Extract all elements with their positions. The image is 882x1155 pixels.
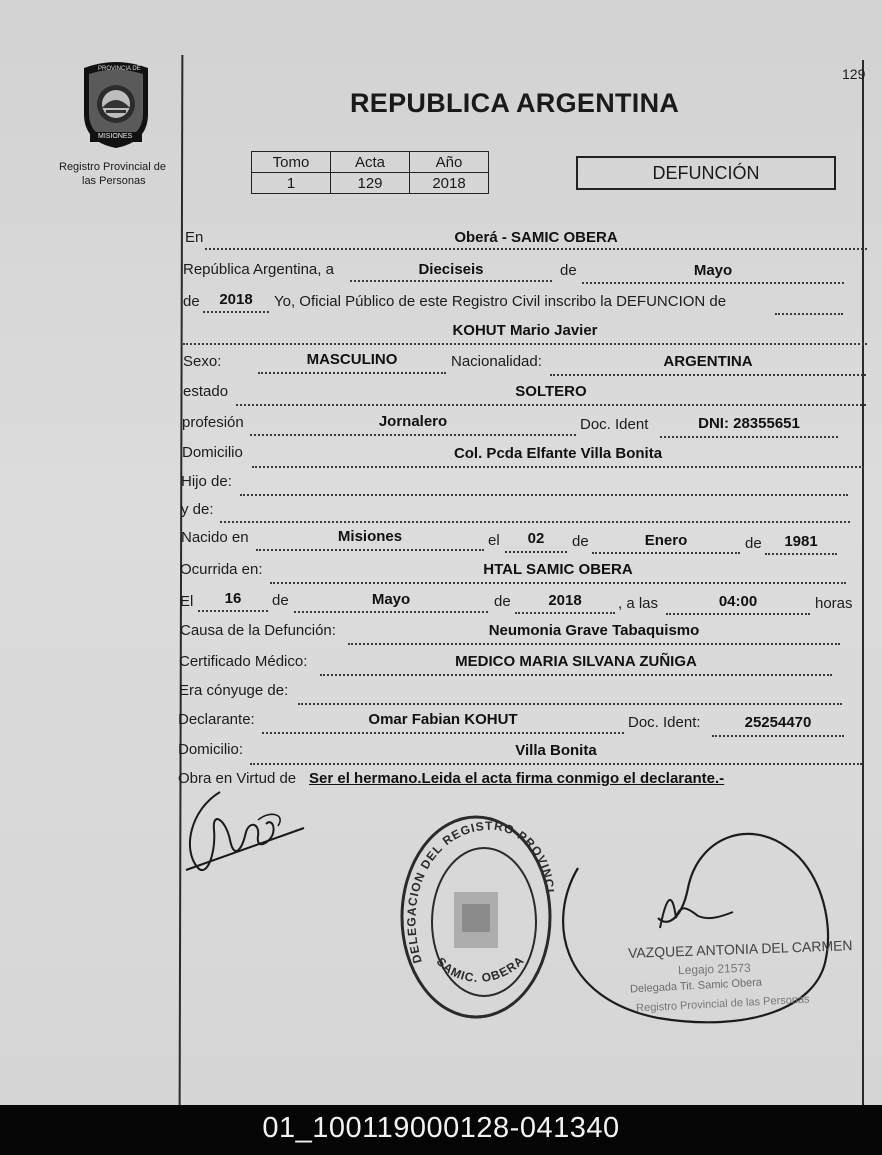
alas-label: , a las bbox=[618, 595, 659, 612]
declarante-value: Omar Fabian KOHUT bbox=[368, 711, 518, 728]
declarante-line bbox=[262, 732, 624, 734]
nacionalidad-value: ARGENTINA bbox=[663, 353, 753, 370]
doc-label: Doc. Ident bbox=[580, 416, 649, 433]
declarante-label: Declarante: bbox=[178, 711, 255, 728]
declarant-signature bbox=[180, 780, 310, 880]
conyuge-line bbox=[298, 703, 842, 705]
en-label: En bbox=[185, 229, 204, 246]
horas-label: horas bbox=[815, 595, 853, 612]
estado-line bbox=[236, 404, 866, 406]
doc2-label: Doc. Ident: bbox=[628, 714, 701, 731]
muerte-anio-line bbox=[515, 612, 615, 614]
official-name: VAZQUEZ ANTONIA DEL CARMEN bbox=[627, 937, 853, 961]
day-line bbox=[350, 280, 552, 282]
logo-text-bottom: MISIONES bbox=[98, 133, 133, 140]
muerte-dia-line bbox=[198, 610, 268, 612]
obra-label: Obra en Virtud de bbox=[178, 770, 297, 787]
el-label: el bbox=[488, 532, 500, 549]
de6-label: de bbox=[494, 593, 511, 610]
nacido-lugar-line bbox=[256, 549, 484, 551]
left-margin-line bbox=[179, 55, 184, 1105]
province-seal-logo bbox=[76, 62, 156, 150]
document-code: 01_100119000128-041340 bbox=[262, 1112, 620, 1144]
footer-bar bbox=[0, 1105, 882, 1155]
domicilio-value: Col. Pcda Elfante Villa Bonita bbox=[453, 445, 663, 462]
year-value: 2018 bbox=[219, 291, 253, 308]
muerte-hora: 04:00 bbox=[718, 593, 758, 610]
muerte-mes-line bbox=[294, 611, 488, 613]
yde-label: y de: bbox=[181, 501, 214, 518]
sexo-value: MASCULINO bbox=[306, 351, 398, 368]
page-number: 129 bbox=[842, 66, 866, 82]
record-table bbox=[251, 151, 489, 194]
month-value: Mayo bbox=[693, 262, 733, 279]
hijo-line bbox=[240, 494, 848, 496]
doc-line bbox=[660, 436, 838, 438]
deceased-name: KOHUT Mario Javier bbox=[452, 322, 598, 339]
table-header-anio: Año bbox=[410, 152, 489, 173]
table-value-acta: 129 bbox=[331, 173, 410, 194]
table-value-anio: 2018 bbox=[410, 173, 489, 194]
nacido-mes: Enero bbox=[644, 532, 688, 549]
doc-value: DNI: 28355651 bbox=[698, 415, 800, 432]
en-line bbox=[205, 248, 867, 250]
de5-label: de bbox=[272, 592, 289, 609]
month-line bbox=[582, 282, 844, 284]
document-type-box: DEFUNCIÓN bbox=[576, 156, 836, 190]
domicilio-line bbox=[252, 466, 864, 468]
logo-text-top: PROVINCIA DE bbox=[98, 66, 141, 72]
inscription-text: Yo, Oficial Público de este Registro Civil inscribo la DEFUNCION de bbox=[274, 293, 727, 310]
nacido-anio: 1981 bbox=[784, 533, 818, 550]
obra-value: Ser el hermano.Leida el acta firma conmigo el declarante.- bbox=[309, 770, 725, 787]
de4-label: de bbox=[745, 535, 762, 552]
stamp-text-bottom: SAMIC. OBERA bbox=[433, 953, 528, 985]
right-margin-line bbox=[862, 60, 864, 1105]
muerte-anio: 2018 bbox=[548, 592, 582, 609]
stamp-text-top: DELEGACION DEL REGISTRO PROVINCI bbox=[404, 818, 556, 965]
nacido-label: Nacido en bbox=[181, 529, 249, 546]
sexo-line bbox=[258, 372, 446, 374]
domicilio-label: Domicilio bbox=[182, 444, 243, 461]
page-title: REPUBLICA ARGENTINA bbox=[350, 88, 680, 118]
certificado-value: MEDICO MARIA SILVANA ZUÑIGA bbox=[455, 653, 697, 670]
estado-value: SOLTERO bbox=[515, 383, 587, 400]
nacido-dia: 02 bbox=[527, 530, 545, 547]
nacido-lugar: Misiones bbox=[337, 528, 403, 545]
nacionalidad-label: Nacionalidad: bbox=[451, 353, 542, 370]
muerte-dia: 16 bbox=[224, 590, 242, 607]
table-header-acta: Acta bbox=[331, 152, 410, 173]
official-line4: Registro Provincial de las Personas bbox=[635, 993, 810, 1015]
ocurrida-label: Ocurrida en: bbox=[180, 561, 263, 578]
registry-label-line2: las Personas bbox=[82, 175, 146, 187]
certificado-label: Certificado Médico: bbox=[179, 653, 308, 670]
doc2-line bbox=[712, 735, 844, 737]
de-label: de bbox=[560, 262, 577, 279]
table-header-tomo: Tomo bbox=[252, 152, 331, 173]
official-stamp bbox=[396, 812, 556, 1030]
causa-label: Causa de la Defunción: bbox=[180, 622, 336, 639]
sexo-label: Sexo: bbox=[183, 353, 222, 370]
svg-text:SAMIC. OBERA bbox=[434, 953, 527, 985]
el2-label: El bbox=[180, 593, 194, 610]
republica-label: República Argentina, a bbox=[183, 261, 334, 278]
year-line bbox=[203, 311, 269, 313]
en-value: Oberá - SAMIC OBERA bbox=[454, 229, 618, 246]
de3-label: de bbox=[572, 533, 589, 550]
causa-value: Neumonia Grave Tabaquismo bbox=[488, 622, 700, 639]
domicilio2-label: Domicilio: bbox=[178, 741, 244, 758]
profesion-label: profesión bbox=[182, 414, 244, 431]
profesion-line bbox=[250, 434, 576, 436]
certificado-line bbox=[320, 674, 832, 676]
official-legajo: Legajo 21573 bbox=[677, 960, 751, 978]
estado-label: estado bbox=[183, 383, 229, 400]
table-value-tomo: 1 bbox=[252, 173, 331, 194]
profesion-value: Jornalero bbox=[378, 413, 448, 430]
muerte-mes: Mayo bbox=[371, 591, 411, 608]
name-line bbox=[183, 343, 867, 345]
muerte-hora-line bbox=[666, 613, 810, 615]
nacionalidad-line bbox=[550, 374, 866, 376]
domicilio2-line bbox=[250, 763, 862, 765]
registry-label-line1: Registro Provincial de bbox=[59, 161, 166, 173]
official-line3: Delegada Tit. Samic Obera bbox=[629, 976, 763, 996]
ocurrida-line bbox=[270, 582, 846, 584]
causa-line bbox=[348, 643, 840, 645]
domicilio2-value: Villa Bonita bbox=[515, 742, 597, 759]
doc2-value: 25254470 bbox=[744, 714, 812, 731]
nacido-anio-line bbox=[765, 553, 837, 555]
yde-line bbox=[220, 521, 850, 523]
de2-label: de bbox=[183, 293, 200, 310]
conyuge-label: Era cónyuge de: bbox=[179, 682, 289, 699]
nacido-dia-line bbox=[505, 551, 567, 553]
hijo-label: Hijo de: bbox=[181, 473, 232, 490]
ocurrida-value: HTAL SAMIC OBERA bbox=[483, 561, 633, 578]
nacido-mes-line bbox=[592, 552, 740, 554]
day-words: Dieciseis bbox=[418, 261, 484, 278]
inscription-line bbox=[775, 313, 843, 315]
